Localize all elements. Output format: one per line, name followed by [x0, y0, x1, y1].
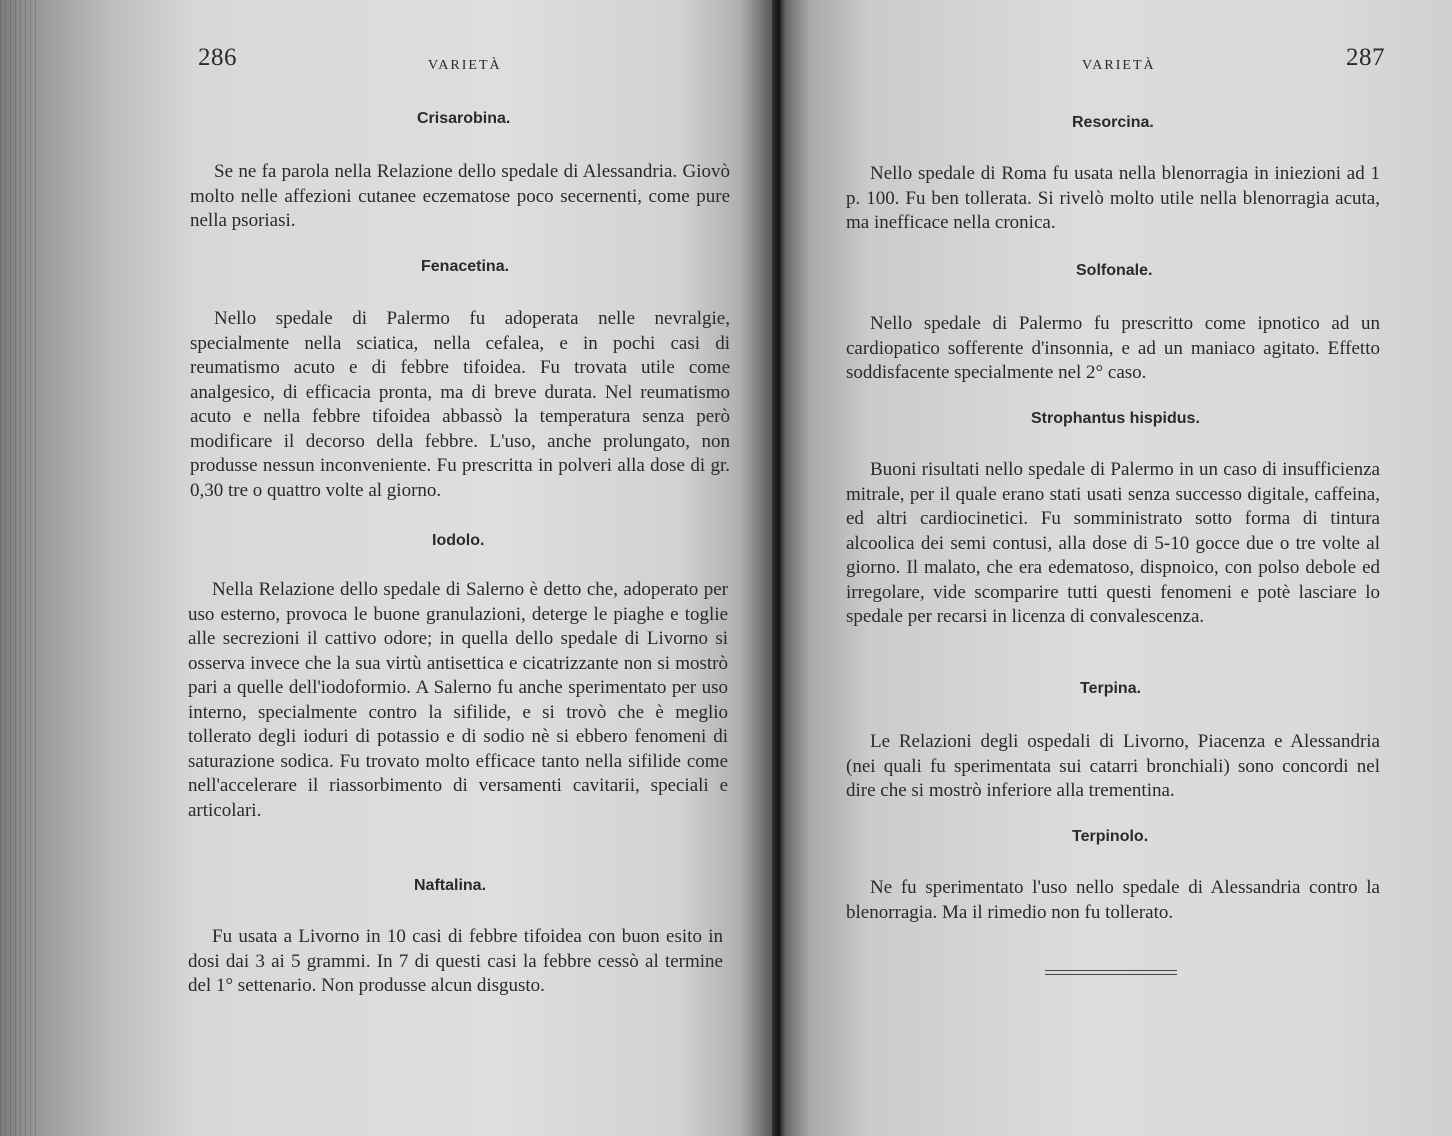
paragraph-resorcina: Nello spedale di Roma fu usata nella blenorragia in iniezioni ad 1 p. 100. Fu ben tollerata. Si rivelò molto utile nella blenorragia acuta, ma inefficace nella cronica.: [846, 163, 1380, 233]
heading-naftalina: Naftalina.: [414, 877, 487, 894]
left-page-number: 286: [198, 44, 237, 71]
end-rule-top: [1045, 970, 1177, 971]
heading-crisarobina: Crisarobina.: [417, 110, 511, 127]
heading-solfonale: Solfonale.: [1076, 262, 1153, 279]
right-running-head: VARIETÀ: [1082, 58, 1156, 73]
left-running-head: VARIETÀ: [428, 58, 502, 73]
right-page: [780, 0, 1452, 1136]
heading-strophantus-hispidus: Strophantus hispidus.: [1031, 410, 1200, 427]
page-edge-stack: [0, 0, 40, 1136]
paragraph-strophantus-hispidus: Buoni risultati nello spedale di Palermo in un caso di insufficienza mitrale, per il quale erano stati usati senza successo digitale, caffeina, ed altri cardiocinetici. Fu somministrato sotto forma di tintura alcoolica dei semi contusi, alla dose di 5-10 gocce due o tre volte al giorno. Il malato, che era edematoso, dispnoico, con polso debole ed irregolare, vide scomparire tutti questi fenomeni e potè lasciare lo spedale per recarsi in licenza di convalescenza.: [846, 459, 1380, 627]
right-page-number: 287: [1346, 44, 1385, 71]
end-rule-bottom: [1045, 974, 1177, 975]
heading-fenacetina: Fenacetina.: [421, 258, 510, 275]
heading-terpina: Terpina.: [1080, 680, 1142, 697]
paragraph-terpinolo: Ne fu sperimentato l'uso nello spedale di Alessandria contro la blenorragia. Ma il rimedio non fu tollerato.: [846, 877, 1380, 923]
paragraph-solfonale: Nello spedale di Palermo fu prescritto come ipnotico ad un cardiopatico sofferente d'insonnia, e ad un maniaco agitato. Effetto soddisfacente specialmente nel 2° caso.: [846, 313, 1380, 383]
paragraph-naftalina: Fu usata a Livorno in 10 casi di febbre tifoidea con buon esito in dosi dai 3 ai 5 grammi. In 7 di questi casi la febbre cessò al termine del 1° settenario. Non produsse alcun disgusto.: [188, 926, 723, 996]
paragraph-iodolo: Nella Relazione dello spedale di Salerno è detto che, adoperato per uso esterno, provoca le buone granulazioni, deterge le piaghe e toglie alle secrezioni il cattivo odore; in quella dello spedale di Livorno si osserva invece che la sua virtù antisettica e cicatrizzante non si mostrò pari a quelle dell'iodoformio. A Salerno fu anche sperimentato per uso interno, specialmente contro la sifilide, e si trovò che è meglio tollerato degli ioduri di potassio e di sodio nè si ebbero fenomeni di saturazione sodica. Fu trovato molto efficace tanto nella sifilide come nell'accelerare il riassorbimento di versamenti cavitarii, speciali e articolari.: [188, 579, 728, 821]
heading-terpinolo: Terpinolo.: [1072, 828, 1149, 845]
paragraph-fenacetina: Nello spedale di Palermo fu adoperata nelle nevralgie, specialmente nella sciatica, nella cefalea, e in pochi casi di reumatismo acuto e di febbre tifoidea. Fu trovata utile come analgesico, di efficacia pronta, ma di breve durata. Nel reumatismo acuto e nella febbre tifoidea abbassò la temperatura senza però modificare il decorso della febbre. L'uso, anche prolungato, non produsse nessun inconveniente. Fu prescritta in polveri alla dose di gr. 0,30 tre o quattro volte al giorno.: [190, 308, 730, 501]
heading-iodolo: Iodolo.: [432, 532, 485, 549]
paragraph-terpina: Le Relazioni degli ospedali di Livorno, Piacenza e Alessandria (nei quali fu sperimentata sui catarri bronchiali) sono concordi nel dire che si mostrò inferiore alla trementina.: [846, 731, 1380, 801]
heading-resorcina: Resorcina.: [1072, 114, 1154, 131]
paragraph-crisarobina: Se ne fa parola nella Relazione dello spedale di Alessandria. Giovò molto nelle affezioni cutanee eczematose poco secernenti, come pure nella psoriasi.: [190, 161, 730, 231]
